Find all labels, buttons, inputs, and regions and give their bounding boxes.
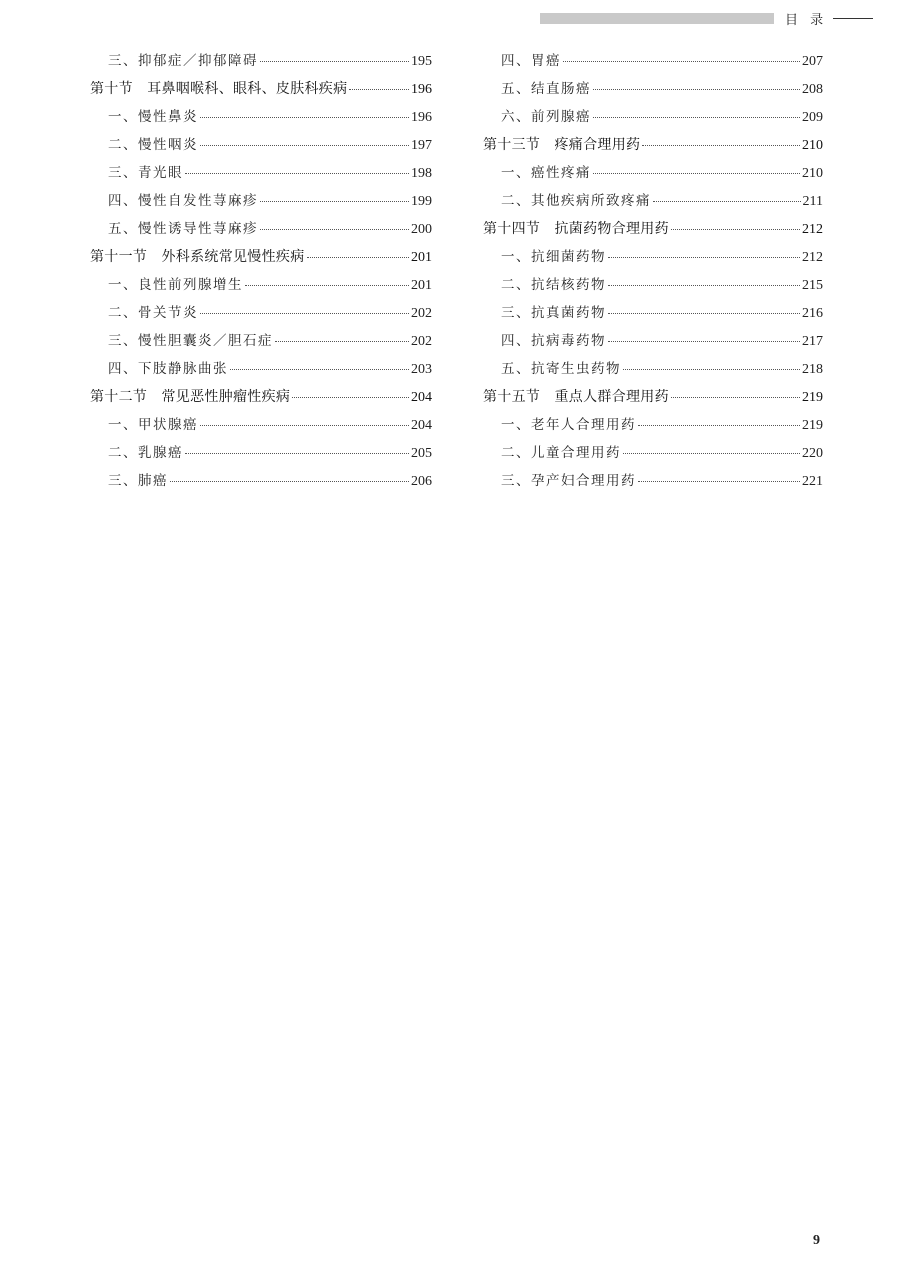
toc-entry-label: 三、抗真菌药物: [501, 305, 606, 321]
dot-leader: [593, 173, 800, 174]
dot-leader: [608, 285, 800, 286]
toc-entry-label: 第十五节 重点人群合理用药: [483, 389, 669, 405]
toc-entry-label: 二、其他疾病所致疼痛: [501, 193, 651, 209]
dot-leader: [623, 453, 800, 454]
toc-entry-label: 四、慢性自发性荨麻疹: [108, 193, 258, 209]
toc-entry-page: 219: [802, 390, 823, 405]
toc-entry-page: 220: [802, 446, 823, 461]
toc-section-entry[interactable]: [483, 215, 823, 243]
dot-leader: [608, 341, 800, 342]
toc-entry-label: 第十二节 常见恶性肿瘤性疾病: [90, 389, 291, 405]
toc-item-entry[interactable]: [90, 411, 432, 439]
dot-leader: [230, 369, 409, 370]
toc-entry-label: 四、下肢静脉曲张: [108, 361, 228, 377]
toc-item-entry[interactable]: [483, 439, 823, 467]
dot-leader: [185, 173, 409, 174]
toc-entry-page: 215: [802, 278, 823, 293]
toc-section-entry[interactable]: [90, 243, 432, 271]
toc-entry-label: 一、慢性鼻炎: [108, 109, 198, 125]
toc-entry-page: 216: [802, 306, 823, 321]
toc-entry-page: 212: [802, 250, 823, 265]
toc-entry-page: 207: [802, 54, 823, 69]
toc-item-entry[interactable]: [90, 215, 432, 243]
dot-leader: [642, 145, 800, 146]
toc-entry-label: 一、抗细菌药物: [501, 249, 606, 265]
toc-item-entry[interactable]: [90, 299, 432, 327]
dot-leader: [593, 117, 800, 118]
toc-entry-page: 211: [802, 194, 823, 209]
toc-entry-page: 201: [411, 278, 432, 293]
dot-leader: [638, 481, 800, 482]
toc-section-entry[interactable]: [90, 383, 432, 411]
dot-leader: [623, 369, 800, 370]
dot-leader: [638, 425, 800, 426]
toc-entry-page: 202: [411, 334, 432, 349]
toc-entry-page: 208: [802, 82, 823, 97]
dot-leader: [245, 285, 409, 286]
toc-entry-label: 四、胃癌: [501, 53, 561, 69]
toc-entry-label: 第十四节 抗菌药物合理用药: [483, 221, 669, 237]
toc-entry-label: 三、青光眼: [108, 165, 183, 181]
toc-entry-page: 210: [802, 138, 823, 153]
dot-leader: [170, 481, 409, 482]
toc-entry-page: 218: [802, 362, 823, 377]
toc-entry-label: 三、孕产妇合理用药: [501, 473, 636, 489]
toc-entry-page: 204: [411, 418, 432, 433]
toc-entry-label: 三、抑郁症／抑郁障碍: [108, 53, 258, 69]
toc-entry-label: 一、甲状腺癌: [108, 417, 198, 433]
toc-entry-page: 219: [802, 418, 823, 433]
toc-entry-label: 一、良性前列腺增生: [108, 277, 243, 293]
page-number: 9: [813, 1233, 820, 1248]
toc-entry-label: 二、抗结核药物: [501, 277, 606, 293]
toc-entry-page: 201: [411, 250, 432, 265]
dot-leader: [349, 89, 409, 90]
dot-leader: [593, 89, 800, 90]
toc-item-entry[interactable]: [483, 47, 823, 75]
toc-item-entry[interactable]: [483, 467, 823, 495]
toc-item-entry[interactable]: [90, 131, 432, 159]
toc-entry-page: 195: [411, 54, 432, 69]
toc-entry-page: 210: [802, 166, 823, 181]
toc-section-entry[interactable]: [483, 383, 823, 411]
toc-section-entry[interactable]: [90, 75, 432, 103]
toc-entry-label: 二、骨关节炎: [108, 305, 198, 321]
header-rule: [833, 18, 873, 19]
dot-leader: [260, 229, 409, 230]
toc-entry-page: 209: [802, 110, 823, 125]
toc-entry-page: 200: [411, 222, 432, 237]
toc-item-entry[interactable]: [483, 187, 823, 215]
toc-entry-page: 199: [411, 194, 432, 209]
toc-item-entry[interactable]: [90, 187, 432, 215]
toc-entry-page: 202: [411, 306, 432, 321]
toc-entry-page: 203: [411, 362, 432, 377]
toc-item-entry[interactable]: [90, 103, 432, 131]
toc-entry-label: 三、肺癌: [108, 473, 168, 489]
toc-entry-page: 198: [411, 166, 432, 181]
toc-entry-label: 三、慢性胆囊炎／胆石症: [108, 333, 273, 349]
toc-item-entry[interactable]: [90, 355, 432, 383]
toc-entry-label: 二、乳腺癌: [108, 445, 183, 461]
dot-leader: [200, 117, 409, 118]
dot-leader: [307, 257, 410, 258]
dot-leader: [292, 397, 409, 398]
dot-leader: [200, 313, 409, 314]
dot-leader: [185, 453, 409, 454]
header-title: 目 录: [785, 13, 828, 28]
dot-leader: [200, 145, 409, 146]
toc-entry-label: 五、结直肠癌: [501, 81, 591, 97]
toc-right-column: [483, 47, 823, 495]
toc-entry-page: 217: [802, 334, 823, 349]
toc-entry-page: 205: [411, 446, 432, 461]
toc-item-entry[interactable]: [483, 327, 823, 355]
toc-entry-page: 212: [802, 222, 823, 237]
toc-item-entry[interactable]: [483, 243, 823, 271]
toc-entry-label: 第十三节 疼痛合理用药: [483, 137, 641, 153]
dot-leader: [653, 201, 801, 202]
toc-entry-label: 四、抗病毒药物: [501, 333, 606, 349]
toc-entry-label: 一、癌性疼痛: [501, 165, 591, 181]
toc-entry-page: 197: [411, 138, 432, 153]
toc-entry-page: 196: [411, 110, 432, 125]
toc-section-entry[interactable]: [483, 131, 823, 159]
toc-entry-page: 221: [802, 474, 823, 489]
toc-item-entry[interactable]: [90, 47, 432, 75]
toc-entry-page: 206: [411, 474, 432, 489]
toc-item-entry[interactable]: [483, 355, 823, 383]
toc-entry-label: 二、慢性咽炎: [108, 137, 198, 153]
toc-entry-label: 一、老年人合理用药: [501, 417, 636, 433]
header-bar: [540, 13, 774, 24]
toc-item-entry[interactable]: [90, 327, 432, 355]
toc-item-entry[interactable]: [90, 439, 432, 467]
toc-entry-label: 五、慢性诱导性荨麻疹: [108, 221, 258, 237]
toc-entry-label: 五、抗寄生虫药物: [501, 361, 621, 377]
dot-leader: [608, 257, 800, 258]
toc-entry-label: 第十一节 外科系统常见慢性疾病: [90, 249, 305, 265]
dot-leader: [671, 229, 800, 230]
toc-entry-page: 196: [411, 82, 432, 97]
dot-leader: [563, 61, 800, 62]
toc-item-entry[interactable]: [483, 103, 823, 131]
toc-entry-label: 第十节 耳鼻咽喉科、眼科、皮肤科疾病: [90, 81, 348, 97]
dot-leader: [260, 61, 409, 62]
toc-entry-label: 二、儿童合理用药: [501, 445, 621, 461]
toc-item-entry[interactable]: [483, 299, 823, 327]
toc-item-entry[interactable]: [483, 159, 823, 187]
toc-item-entry[interactable]: [90, 271, 432, 299]
dot-leader: [275, 341, 409, 342]
dot-leader: [608, 313, 800, 314]
toc-left-column: [90, 47, 432, 495]
toc-entry-page: 204: [411, 390, 432, 405]
toc-entry-label: 六、前列腺癌: [501, 109, 591, 125]
toc-item-entry[interactable]: [483, 411, 823, 439]
dot-leader: [200, 425, 409, 426]
toc-item-entry[interactable]: [483, 75, 823, 103]
toc-item-entry[interactable]: [483, 271, 823, 299]
toc-item-entry[interactable]: [90, 159, 432, 187]
dot-leader: [671, 397, 800, 398]
dot-leader: [260, 201, 409, 202]
toc-item-entry[interactable]: [90, 467, 432, 495]
